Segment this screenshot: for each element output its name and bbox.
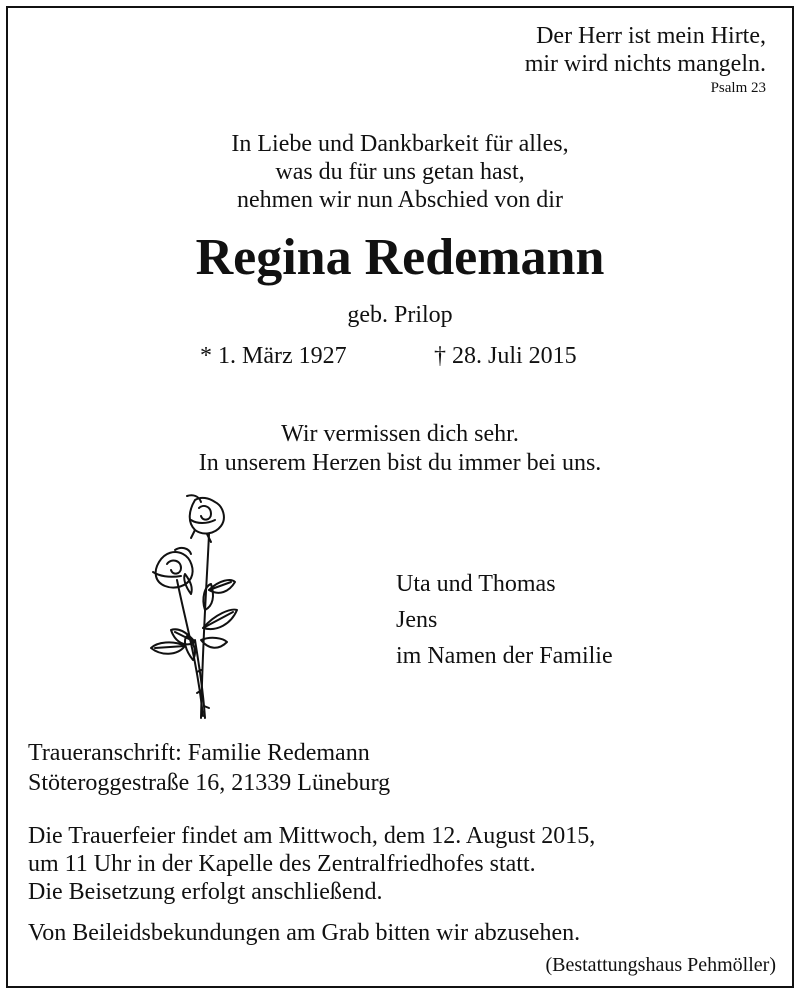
address-line: Stöteroggestraße 16, 21339 Lüneburg <box>28 770 391 796</box>
intro-text <box>0 130 800 214</box>
signer-line: Uta und Thomas <box>396 571 556 597</box>
psalm-quote <box>525 22 766 78</box>
funeral-line: Die Trauerfeier findet am Mittwoch, dem 12. August 2015, <box>28 823 596 849</box>
remembrance-text <box>0 420 800 478</box>
condolence-note: Von Beileidsbekundungen am Grab bitten wir abzusehen. <box>28 920 581 946</box>
undertaker-credit: (Bestattungshaus Pehmöller) <box>545 954 776 976</box>
mourning-address <box>28 738 390 798</box>
rose-icon <box>145 490 245 727</box>
signer-line: im Namen der Familie <box>396 643 613 669</box>
funeral-line: um 11 Uhr in der Kapelle des Zentralfriedhofes statt. <box>28 851 536 877</box>
deceased-name: Regina Redemann <box>195 229 605 286</box>
intro-line: In Liebe und Dankbarkeit für alles, <box>231 131 569 157</box>
intro-line: nehmen wir nun Abschied von dir <box>237 187 563 213</box>
intro-line: was du für uns getan hast, <box>275 159 525 185</box>
birth-name: geb. Prilop <box>347 302 453 328</box>
funeral-line: Die Beisetzung erfolgt anschließend. <box>28 879 383 905</box>
psalm-line: Der Herr ist mein Hirte, <box>536 23 766 49</box>
death-date: † 28. Juli 2015 <box>434 343 577 369</box>
address-line: Traueranschrift: Familie Redemann <box>28 740 370 766</box>
remembrance-line: In unserem Herzen bist du immer bei uns. <box>198 450 602 476</box>
birth-date: * 1. März 1927 <box>200 343 347 369</box>
signer-line: Jens <box>396 607 438 633</box>
psalm-line: mir wird nichts mangeln. <box>524 51 766 77</box>
psalm-reference: Psalm 23 <box>710 80 766 96</box>
funeral-details <box>28 822 595 906</box>
signers <box>396 566 613 674</box>
remembrance-line: Wir vermissen dich sehr. <box>281 421 519 447</box>
